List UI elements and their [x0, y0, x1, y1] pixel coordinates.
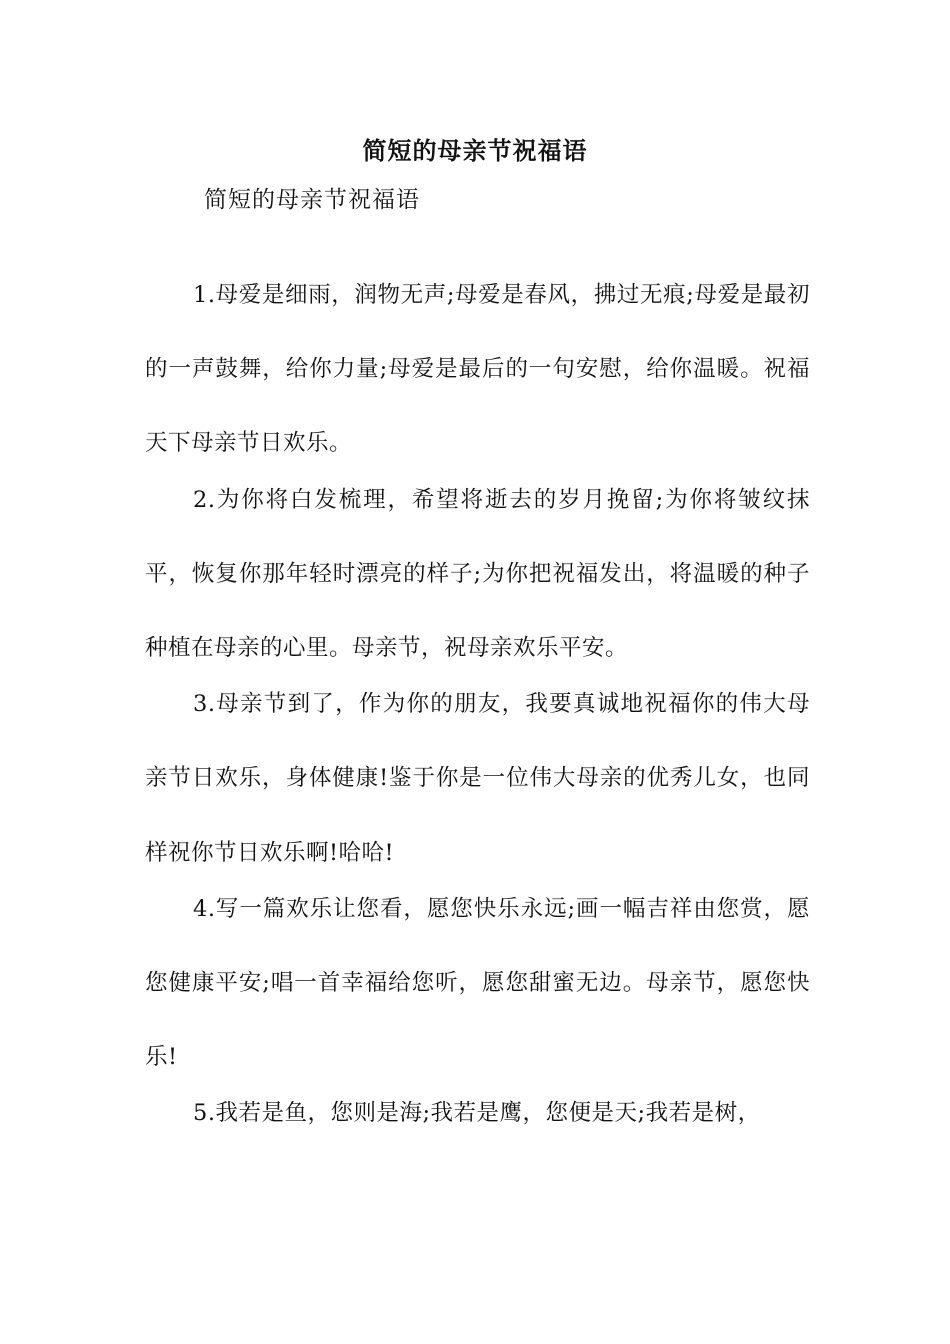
document-title: 简短的母亲节祝福语	[362, 137, 588, 165]
paragraph-4: 4.写一篇欢乐让您看，愿您快乐永远;画一幅吉祥由您赏，愿您健康平安;唱一首幸福给您听，愿您甜蜜无边。母亲节，愿您快乐!	[145, 895, 810, 1071]
paragraph-3: 3.母亲节到了，作为你的朋友，我要真诚地祝福你的伟大母亲节日欢乐，身体健康!鉴于你是一位伟大母亲的优秀儿女，也同样祝你节日欢乐啊!哈哈!	[145, 691, 810, 866]
paragraph-5: 5.我若是鱼，您则是海;我若是鹰，您便是天;我若是树，	[193, 1100, 761, 1127]
document-body	[145, 258, 810, 1151]
document-subtitle: 简短的母亲节祝福语	[204, 187, 420, 213]
paragraph-2: 2.为你将白发梳理，希望将逝去的岁月挽留;为你将皱纹抹平，恢复你那年轻时漂亮的样子;为你把祝福发出，将温暖的种子种植在母亲的心里。母亲节，祝母亲欢乐平安。	[145, 486, 810, 662]
paragraph-1: 1.母爱是细雨，润物无声;母爱是春风，拂过无痕;母爱是最初的一声鼓舞，给你力量;母爱是最后的一句安慰，给你温暖。祝福天下母亲节日欢乐。	[145, 282, 810, 457]
